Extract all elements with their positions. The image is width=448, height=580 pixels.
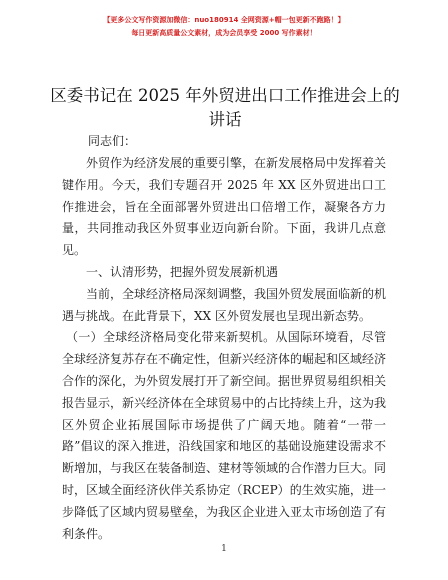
body-text	[62, 153, 386, 545]
promo-banner-line-1: 【更多公文写作资源加微信：nuo180914 全网资源+帽一包更新不跑路！】	[103, 16, 345, 24]
greeting: 同志们：	[88, 134, 137, 148]
paragraph-intro: 外贸作为经济发展的重要引擎，在新发展格局中发挥着关键作用。今天，我们专题召开 2025 年 XX 区外贸进出口工作推进会，旨在全面部署外贸进出口倍增工作，凝聚各方力量，共同推动我区外贸事业迈向新台阶。下面，我讲几点意见。	[62, 156, 387, 258]
promo-banner	[0, 14, 448, 40]
document-title	[40, 84, 410, 132]
document-title-line-2: 讲话	[208, 110, 242, 129]
page-number: 1	[221, 544, 227, 554]
promo-banner-line-2: 每日更新高质量公文素材，成为会员享受 2000 写作素材！	[131, 29, 317, 37]
section-heading-1: 一、认清形势，把握外贸发展新机遇	[86, 264, 279, 279]
paragraph-subsection-1: （一）全球经济格局变化带来新契机。从国际环境看，尽管全球经济复苏存在不确定性，但新兴经济体的崛起和区域经济合作的深化，为外贸发展打开了新空间。据世界贸易组织相关报告显示，新兴经济体在全球贸易中的占比持续上升，这为我区外贸企业拓展国际市场提供了广阔天地。随着“一带一路”倡议的深入推进，沿线国家和地区的基础设施建设需求不断增加，与我区在装备制造、建材等领域的合作潜力巨大。同时，区域全面经济伙伴关系协定（RCEP）的生效实施，进一步降低了区域内贸易壁垒，为我区企业进入亚太市场创造了有利条件。	[62, 330, 387, 541]
document-title-line-1: 区委书记在 2025 年外贸进出口工作推进会上的	[50, 86, 400, 105]
paragraph-situation: 当前，全球经济格局深刻调整，我国外贸发展面临新的机遇与挑战。在此背景下，XX 区外贸发展也呈现出新态势。	[62, 286, 387, 323]
